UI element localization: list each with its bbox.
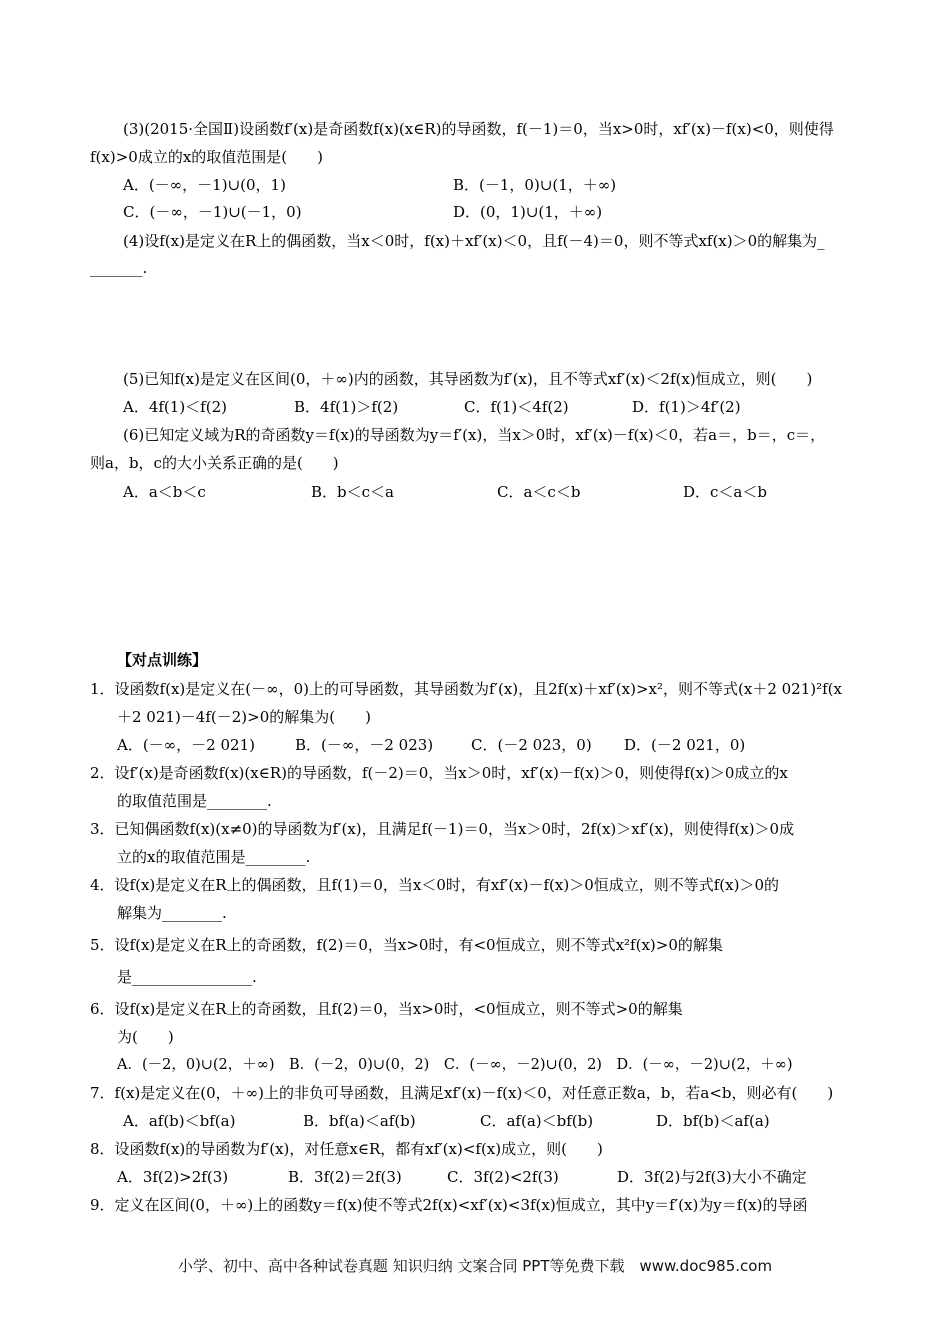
training-q8-line-1: 8．设函数f(x)的导函数为f′(x)，对任意x∈R，都有xf′(x)<f(x)成立，则( ) [90,1140,603,1158]
training-q7-option-d: D．bf(b)＜af(a) [656,1112,770,1130]
problem-5-option-a: A．4f(1)＜f(2) [123,398,227,416]
section-title-training: 【对点训练】 [117,651,208,669]
training-q1-option-a: A．(－∞，－2 021) [117,736,255,754]
training-q2-line-2: 的取值范围是________. [117,792,272,810]
problem-5-option-d: D．f(1)＞4f′(2) [632,398,741,416]
problem-6-option-b: B．b＜c＜a [311,483,394,501]
problem-3-option-b: B．(－1，0)∪(1，＋∞) [453,176,617,194]
training-q2-line-1: 2．设f′(x)是奇函数f(x)(x∈R)的导函数，f(－2)＝0，当x＞0时，xf′(x)－f(x)＞0，则使得f(x)＞0成立的x [90,764,788,782]
training-q1-line-2: ＋2 021)－4f(－2)>0的解集为( ) [117,708,371,726]
training-q4-line-1: 4．设f(x)是定义在R上的偶函数，且f(1)＝0，当x＜0时，有xf′(x)－f(x)＞0恒成立，则不等式f(x)＞0的 [90,876,780,894]
training-q7-option-a: A．af(b)＜bf(a) [123,1112,236,1130]
problem-5-option-b: B．4f(1)＞f(2) [294,398,399,416]
problem-3-line-1: (3)(2015·全国Ⅱ)设函数f′(x)是奇函数f(x)(x∈R)的导函数，f(－1)＝0，当x>0时，xf′(x)－f(x)<0，则使得 [123,120,834,138]
training-q5-line-2: 是________________. [117,968,257,986]
training-q6-line-1: 6．设f(x)是定义在R上的奇函数，且f(2)＝0，当x>0时，<0恒成立，则不等式>0的解集 [90,1000,683,1018]
problem-5-line-1: (5)已知f(x)是定义在区间(0，＋∞)内的函数，其导函数为f′(x)，且不等式xf′(x)＜2f(x)恒成立，则( ) [123,370,813,388]
problem-6-option-c: C．a＜c＜b [497,483,581,501]
training-q5-line-1: 5．设f(x)是定义在R上的奇函数，f(2)＝0，当x>0时，有<0恒成立，则不等式x²f(x)>0的解集 [90,936,723,954]
training-q1-option-d: D．(－2 021，0) [624,736,746,754]
problem-4-line-2: _______. [90,259,148,277]
problem-6-line-1: (6)已知定义域为R的奇函数y＝f(x)的导函数为y＝f′(x)，当x＞0时，xf′(x)－f(x)＜0，若a＝，b＝，c＝， [123,426,826,444]
training-q1-option-c: C．(－2 023，0) [471,736,592,754]
problem-3-option-c: C．(－∞，－1)∪(－1，0) [123,203,302,221]
training-q7-line-1: 7．f(x)是定义在(0，＋∞)上的非负可导函数，且满足xf′(x)－f(x)＜0，对任意正数a，b，若a<b，则必有( ) [90,1084,834,1102]
training-q8-option-d: D．3f(2)与2f(3)大小不确定 [617,1168,807,1186]
training-q3-line-1: 3．已知偶函数f(x)(x≠0)的导函数为f′(x)，且满足f(－1)＝0，当x＞0时，2f(x)＞xf′(x)，则使得f(x)＞0成 [90,820,795,838]
training-q6-line-2: 为( ) [117,1028,174,1046]
training-q1-option-b: B．(－∞，－2 023) [295,736,434,754]
training-q8-option-c: C．3f(2)<2f(3) [447,1168,559,1186]
problem-6-option-d: D．c＜a＜b [683,483,767,501]
training-q1-line-1: 1．设函数f(x)是定义在(－∞，0)上的可导函数，其导函数为f′(x)，且2f(x)＋xf′(x)>x²，则不等式(x＋2 021)²f(x [90,680,842,698]
training-q8-option-a: A．3f(2)>2f(3) [117,1168,229,1186]
training-q7-option-b: B．bf(a)＜af(b) [303,1112,416,1130]
training-q9-line-1: 9．定义在区间(0，＋∞)上的函数y＝f(x)使不等式2f(x)<xf′(x)<3f(x)恒成立，其中y＝f′(x)为y＝f(x)的导函 [90,1196,808,1214]
footer-banner: 小学、初中、高中各种试卷真题 知识归纳 文案合同 PPT等免费下载 www.doc985.com [177,1257,773,1275]
problem-3-option-a: A．(－∞，－1)∪(0，1) [123,176,286,194]
problem-3-option-d: D．(0，1)∪(1，＋∞) [453,203,603,221]
training-q4-line-2: 解集为________. [117,904,227,922]
training-q8-option-b: B．3f(2)＝2f(3) [288,1168,402,1186]
training-q7-option-c: C．af(a)＜bf(b) [480,1112,594,1130]
problem-6-option-a: A．a＜b＜c [123,483,206,501]
problem-3-line-2: f(x)>0成立的x的取值范围是( ) [90,148,323,166]
training-q3-line-2: 立的x的取值范围是________. [117,848,311,866]
problem-4-line-1: (4)设f(x)是定义在R上的偶函数，当x＜0时，f(x)＋xf′(x)＜0，且f(－4)＝0，则不等式xf(x)＞0的解集为_ [123,232,825,250]
problem-5-option-c: C．f(1)＜4f(2) [464,398,569,416]
problem-6-line-2: 则a，b，c的大小关系正确的是( ) [90,454,339,472]
training-q6-options: A．(－2，0)∪(2，＋∞) B．(－2，0)∪(0，2) C．(－∞，－2)∪(0，2) D．(－∞，－2)∪(2，＋∞) [117,1057,793,1073]
